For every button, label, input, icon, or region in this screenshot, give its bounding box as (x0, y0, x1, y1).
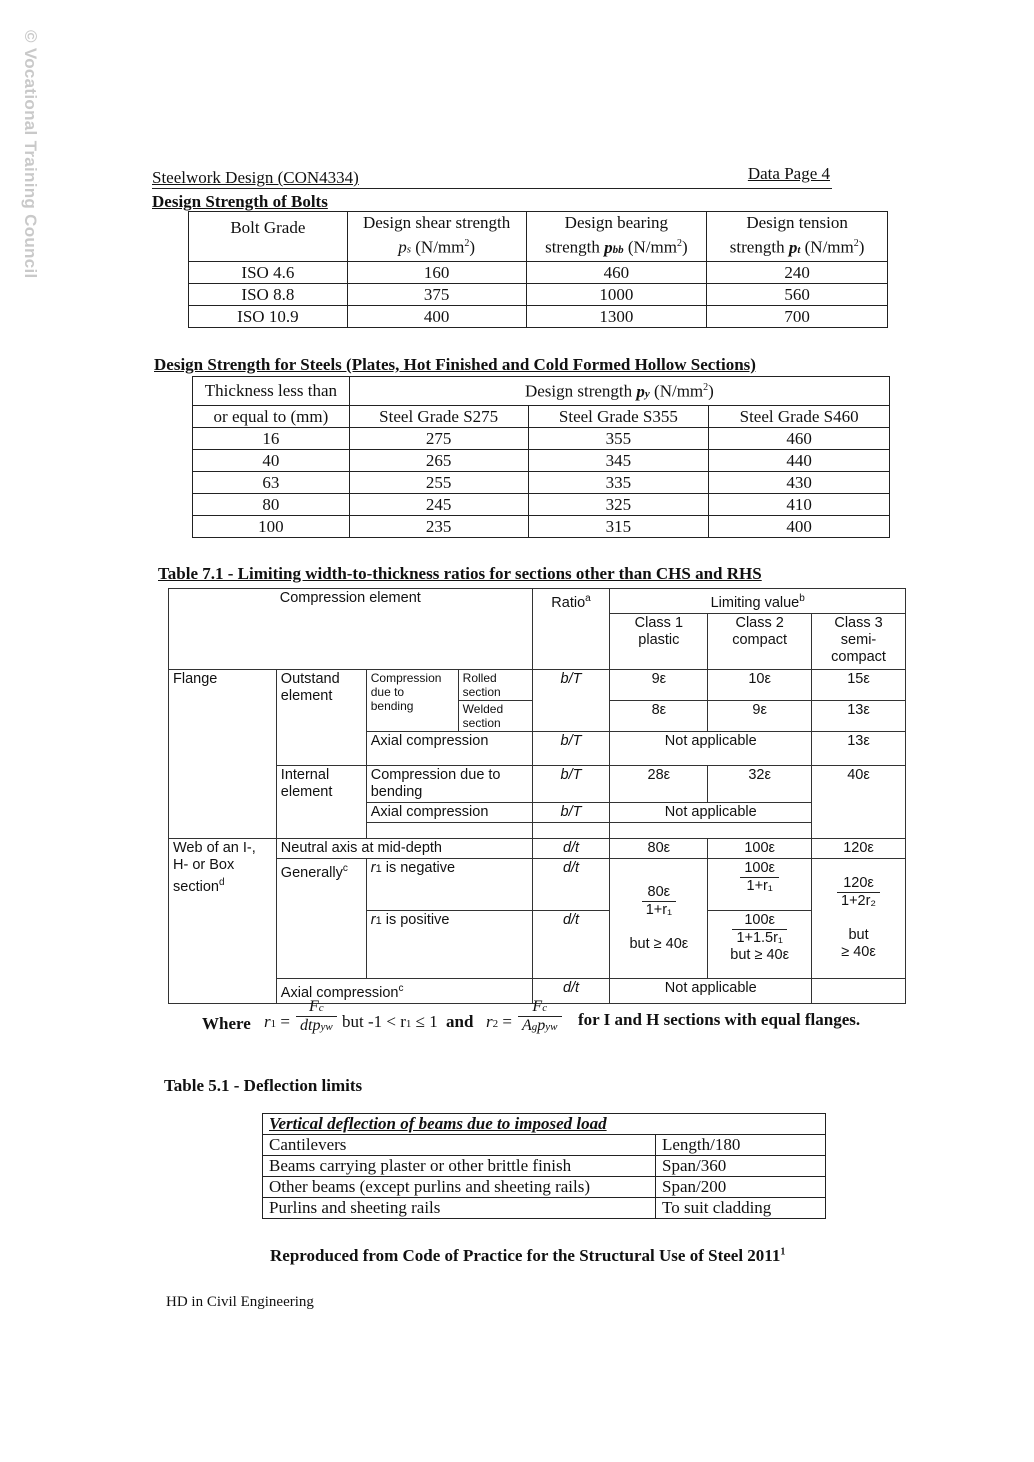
course-code: Steelwork Design (CON4334) (152, 168, 359, 187)
value-cell: 8ε (610, 700, 708, 731)
watermark (22, 30, 44, 290)
comp-due-bending-internal: Compression due to bending (366, 765, 532, 802)
outstand-label: Outstand element (276, 669, 366, 765)
limiting-value-header: Limiting value$^b$ (610, 589, 906, 614)
not-applicable: Not applicable (610, 731, 812, 765)
value-cell: 10ε (708, 669, 812, 700)
table-row: Other beams (except purlins and sheeting rails) Span/200 (263, 1177, 826, 1198)
table-row: 16 275 355 460 (193, 427, 890, 449)
deflection-title: Table 5.1 - Deflection limits (164, 1076, 363, 1095)
value-cell: 80ε (610, 838, 708, 858)
value-cell: 28ε (610, 765, 708, 802)
value-cell: 15ε (812, 669, 906, 700)
class1-formula: $\frac{80\varepsilon}{\text{1+r₁}}$ but ≥ 40ε (610, 858, 708, 978)
ratio-bT: b/T (532, 731, 610, 765)
grade-s460: Steel Grade S460 (709, 405, 890, 427)
ratio-bT: b/T (532, 669, 610, 731)
class3-formula: $\frac{120\varepsilon}{\text{1+2r₂}}$ but ≥ 40ε (812, 858, 906, 978)
tension-header: Design tension strength pt $(N/mm^2)$ (707, 212, 888, 262)
table-row: 63 255 335 430 (193, 471, 890, 493)
class2-header: Class 2 compact (708, 613, 812, 669)
reproduced-note: Reproduced from Code of Practice for the Structural Use of Steel 2011$^1$ (270, 1246, 786, 1265)
r1-negative-label: r1 is negative (366, 858, 532, 910)
page-label: Data Page 4 (747, 164, 830, 183)
thickness-header-2: or equal to (mm) (193, 405, 350, 427)
grade-s275: Steel Grade S275 (349, 405, 528, 427)
value-cell: 13ε (812, 700, 906, 731)
value-cell: 120ε (812, 838, 906, 858)
table-row: 40 265 345 440 (193, 449, 890, 471)
table-row: ISO 8.8 375 1000 560 (189, 283, 888, 305)
table-row: ISO 4.6 160 460 240 (189, 261, 888, 283)
limits-title: Table 7.1 - Limiting width-to-thickness ratios for sections other than CHS and RHS (158, 564, 762, 583)
internal-label: Internal element (276, 765, 366, 838)
axial-compression-internal: Axial compression (366, 802, 532, 822)
shear-header: Design shear strength ps $(N/mm^2)$ (347, 212, 526, 262)
value-cell: 9ε (610, 669, 708, 700)
ratio-bT: b/T (532, 765, 610, 802)
bolt-grade-header: Bolt Grade (189, 212, 348, 262)
ratio-dt: d/t (532, 858, 610, 910)
value-cell: 100ε (708, 838, 812, 858)
class2-neg-formula: $\frac{100\varepsilon}{\text{1+r₁}}$ (708, 858, 812, 910)
steels-table (192, 376, 890, 538)
bolts-table (188, 211, 888, 328)
value-cell: 32ε (708, 765, 812, 802)
table-row: ISO 10.9 400 1300 700 (189, 305, 888, 327)
table-row: Purlins and sheeting rails To suit cladding (263, 1198, 826, 1219)
bearing-header: Design bearing strength pbb $(N/mm^2)$ (526, 212, 707, 262)
class2-pos-formula: $\frac{100\varepsilon}{\text{1+1.5r₁}}$ but ≥ 40ε (708, 910, 812, 978)
value-cell: 13ε (812, 731, 906, 765)
deflection-table (262, 1113, 826, 1219)
comp-due-bending-label: Compression due to bending (366, 669, 458, 731)
compression-element-header: Compression element (169, 589, 533, 670)
ratio-dt: d/t (532, 978, 610, 1003)
generally-label: Generally$^c$ (276, 858, 366, 978)
axial-compression-label: Axial compression (366, 731, 532, 765)
bolts-title: Design Strength of Bolts (152, 192, 328, 211)
neutral-axis-label: Neutral axis at mid-depth (276, 838, 532, 858)
limits-table (168, 588, 906, 1004)
ratio-dt: d/t (532, 910, 610, 978)
web-label: Web of an I-, H- or Box section$^d$ (169, 838, 277, 1003)
table-row: Beams carrying plaster or other brittle finish Span/360 (263, 1156, 826, 1177)
table-row: 100 235 315 400 (193, 515, 890, 537)
ratio-header: Ratio$^a$ (532, 589, 610, 670)
watermark-text: © Vocational Training Council (21, 30, 40, 279)
class3-header: Class 3 semi- compact (812, 613, 906, 669)
steels-title: Design Strength for Steels (Plates, Hot Finished and Cold Formed Hollow Sections) (154, 355, 756, 374)
table-row: 80 245 325 410 (193, 493, 890, 515)
where-formula: Where r1 = Fc dtpyw but -1 < r1 ≤ 1 and r2 = Fc Agpyw for I and H sections with equal flanges. (202, 998, 861, 1034)
value-cell: 40ε (812, 765, 906, 838)
ratio-dt: d/t (532, 838, 610, 858)
rolled-section-label: Rolled section (458, 669, 532, 700)
value-cell: 9ε (708, 700, 812, 731)
not-applicable: Not applicable (610, 802, 812, 822)
flange-label: Flange (169, 669, 277, 838)
thickness-header-1: Thickness less than (193, 377, 350, 406)
design-strength-header: Design strength py $(N/mm^2)$ (349, 377, 889, 406)
ratio-bT: b/T (532, 802, 610, 822)
welded-section-label: Welded section (458, 700, 532, 731)
deflection-header: Vertical deflection of beams due to imposed load (263, 1114, 826, 1135)
grade-s355: Steel Grade S355 (528, 405, 709, 427)
table-row: Cantilevers Length/180 (263, 1135, 826, 1156)
axial-compression-web: Axial compression$^c$ (276, 978, 532, 1003)
page-header (152, 166, 832, 189)
class1-header: Class 1 plastic (610, 613, 708, 669)
r1-positive-label: r1 is positive (366, 910, 532, 978)
not-applicable: Not applicable (610, 978, 812, 1003)
course-footer: HD in Civil Engineering (166, 1294, 314, 1310)
